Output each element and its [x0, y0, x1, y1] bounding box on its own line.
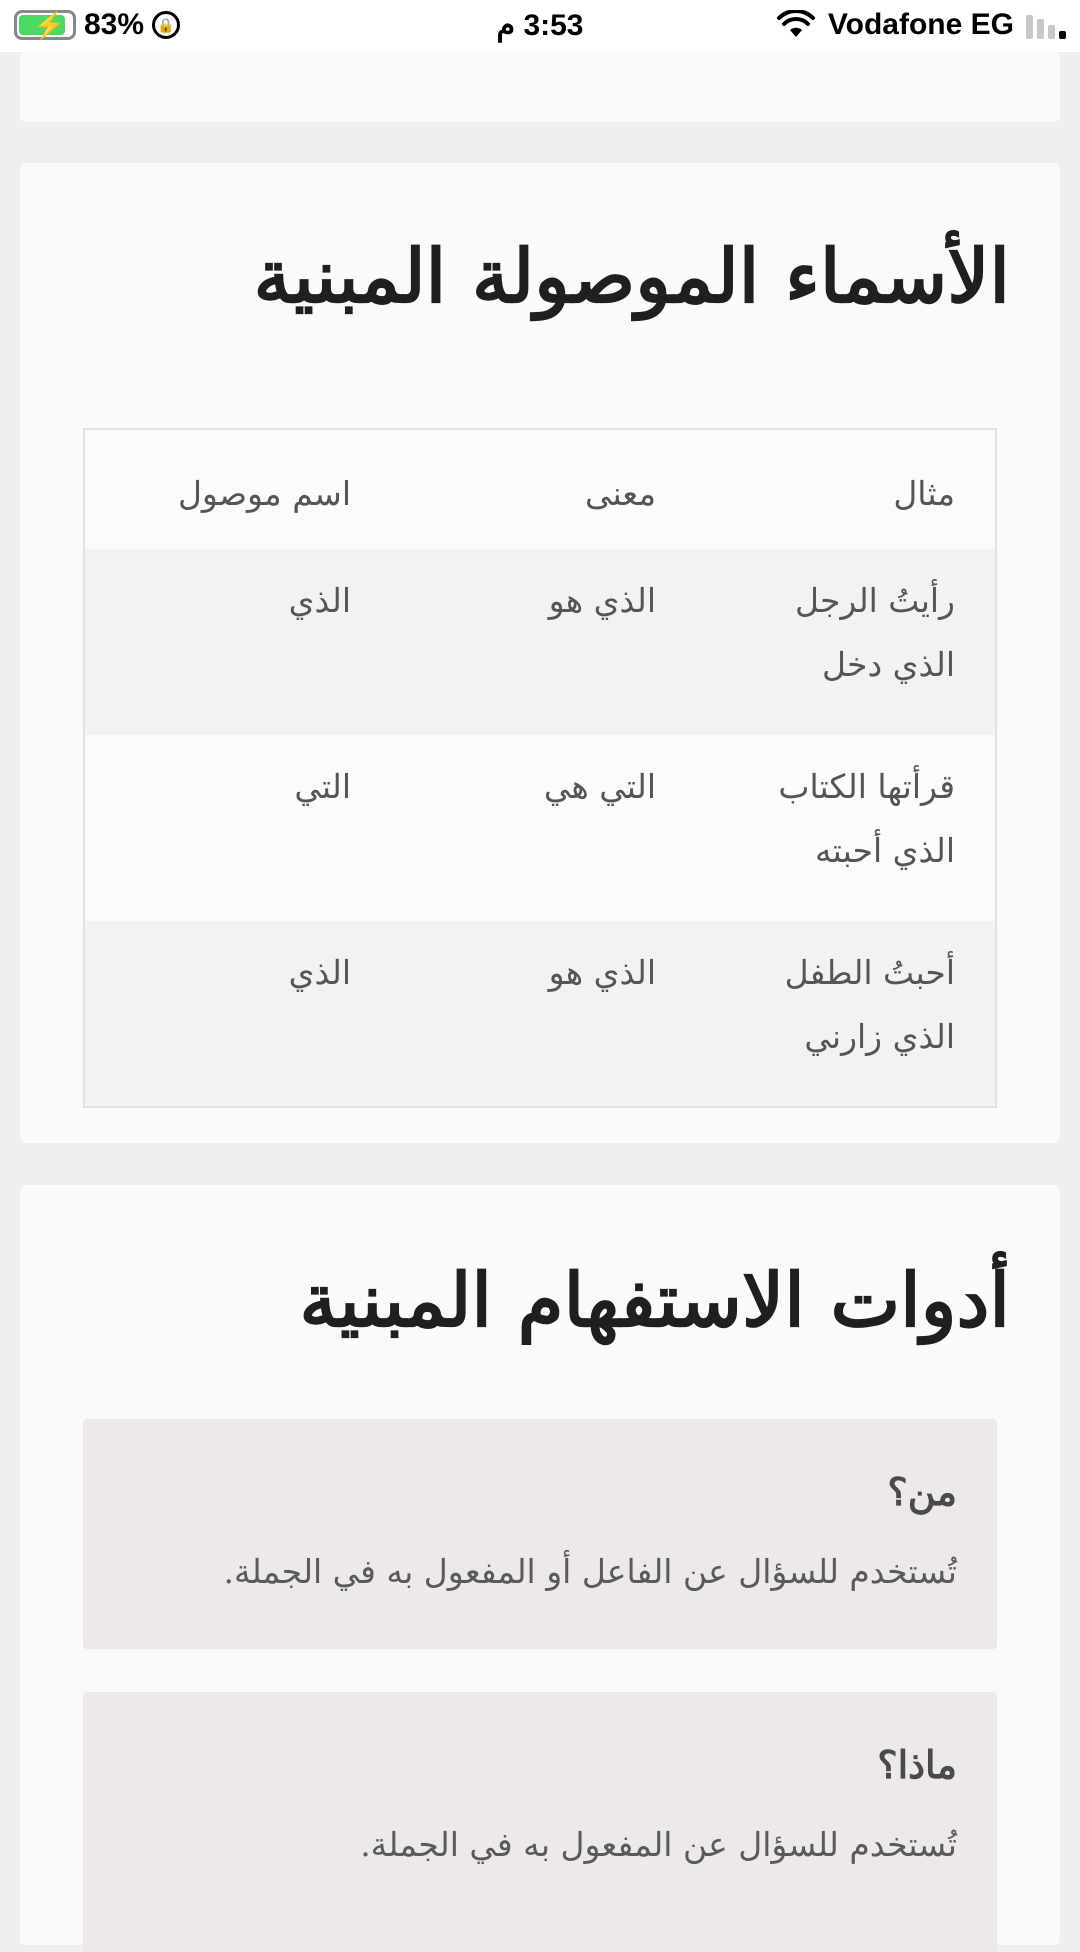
- interrogative-description: تُستخدم للسؤال عن الفاعل أو المفعول به في الجملة.: [223, 1552, 957, 1591]
- cell-pronoun: التي: [84, 735, 391, 921]
- cell-example: أحبتُ الطفل الذي زارني: [696, 921, 996, 1107]
- cellular-signal-icon: [1026, 11, 1066, 39]
- signal-bar: [1048, 25, 1055, 39]
- cell-example: قرأتها الكتاب الذي أحبته: [696, 735, 996, 921]
- interrogative-word: ماذا؟: [877, 1742, 957, 1787]
- cell-meaning: الذي هو: [391, 549, 696, 735]
- column-header-meaning: معنى: [391, 429, 696, 549]
- cell-meaning: التي هي: [391, 735, 696, 921]
- cell-pronoun: الذي: [84, 549, 391, 735]
- previous-card: [20, 52, 1060, 122]
- relative-pronouns-card: [20, 163, 1060, 1143]
- signal-bar: [1037, 19, 1044, 39]
- table-header-row: [84, 429, 996, 549]
- signal-bar: [1026, 15, 1033, 39]
- section-title-relative-pronouns: الأسماء الموصولة المبنية: [253, 234, 1010, 320]
- interrogative-item-man: [83, 1419, 997, 1649]
- interrogative-description: تُستخدم للسؤال عن المفعول به في الجملة.: [360, 1825, 957, 1864]
- wifi-icon: [776, 10, 816, 40]
- interrogative-item-madha: [83, 1692, 997, 1952]
- table-row: [84, 735, 996, 921]
- status-time: 3:53 م: [496, 9, 584, 42]
- cell-pronoun: الذي: [84, 921, 391, 1107]
- status-bar: [0, 0, 1080, 52]
- status-right: [776, 8, 1066, 42]
- interrogative-word: من؟: [887, 1469, 957, 1514]
- cell-meaning: الذي هو: [391, 921, 696, 1107]
- interrogatives-card: [20, 1185, 1060, 1945]
- battery-percent: 83%: [84, 8, 145, 41]
- section-title-interrogatives: أدوات الاستفهام المبنية: [299, 1258, 1010, 1344]
- signal-bar: [1059, 31, 1066, 39]
- cell-example: رأيتُ الرجل الذي دخل: [696, 549, 996, 735]
- relative-pronouns-table: [83, 428, 997, 1108]
- table-row: [84, 549, 996, 735]
- column-header-pronoun: اسم موصول: [84, 429, 391, 549]
- carrier-name: Vodafone EG: [827, 8, 1014, 41]
- column-header-example: مثال: [696, 429, 996, 549]
- table-row: [84, 921, 996, 1107]
- charging-bolt-icon: ⚡: [33, 10, 66, 40]
- orientation-lock-icon: 🔒: [152, 11, 180, 39]
